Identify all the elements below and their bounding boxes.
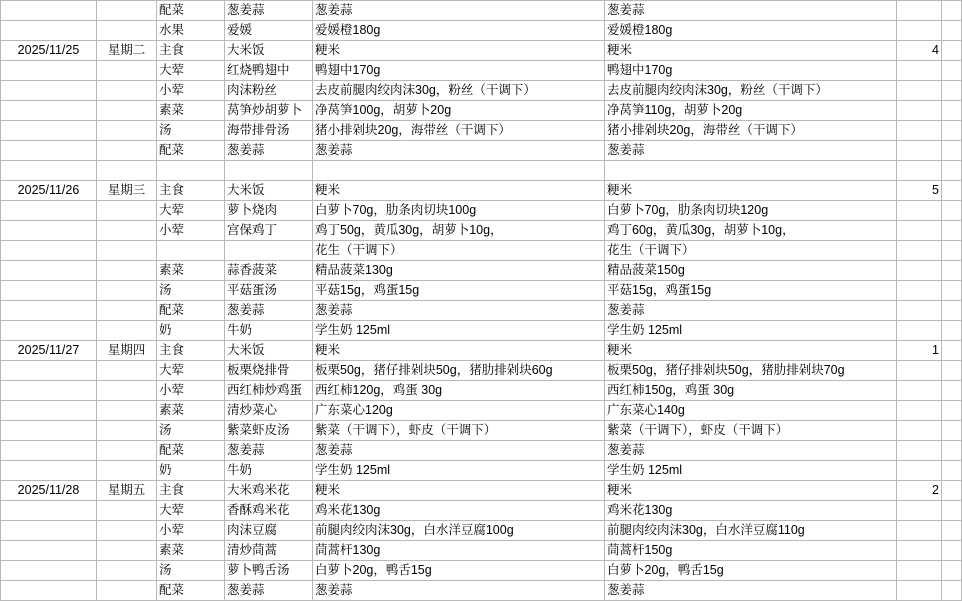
cell-tail[interactable] — [942, 81, 962, 101]
cell-weekday[interactable] — [97, 461, 157, 481]
cell-ingredients-b[interactable]: 西红柿150g，鸡蛋 30g — [605, 381, 897, 401]
table-row[interactable] — [1, 161, 962, 181]
cell-weekday[interactable] — [97, 101, 157, 121]
cell-weekday[interactable] — [97, 221, 157, 241]
cell-count[interactable] — [897, 101, 942, 121]
cell-ingredients-a[interactable]: 广东菜心120g — [313, 401, 605, 421]
cell-date[interactable] — [1, 521, 97, 541]
table-row[interactable] — [1, 361, 962, 381]
cell-ingredients-b[interactable]: 鸭翅中170g — [605, 61, 897, 81]
cell-tail[interactable] — [942, 321, 962, 341]
table-row[interactable] — [1, 281, 962, 301]
cell-ingredients-b[interactable]: 鸡米花130g — [605, 501, 897, 521]
table-row[interactable] — [1, 381, 962, 401]
table-row[interactable] — [1, 521, 962, 541]
cell-tail[interactable] — [942, 61, 962, 81]
cell-meal-type[interactable]: 配菜 — [157, 441, 225, 461]
cell-dish[interactable]: 香酥鸡米花 — [225, 501, 313, 521]
cell-meal-type[interactable]: 素菜 — [157, 541, 225, 561]
cell-ingredients-b[interactable]: 葱姜蒜 — [605, 441, 897, 461]
cell-meal-type[interactable]: 素菜 — [157, 101, 225, 121]
cell-date[interactable] — [1, 301, 97, 321]
cell-dish[interactable]: 蒜香菠菜 — [225, 261, 313, 281]
cell-weekday[interactable] — [97, 441, 157, 461]
cell-ingredients-b[interactable]: 葱姜蒜 — [605, 1, 897, 21]
cell-tail[interactable] — [942, 401, 962, 421]
table-row[interactable] — [1, 101, 962, 121]
table-row[interactable] — [1, 481, 962, 501]
cell-meal-type[interactable]: 素菜 — [157, 401, 225, 421]
cell-date[interactable] — [1, 121, 97, 141]
table-row[interactable] — [1, 441, 962, 461]
cell-ingredients-a[interactable]: 板栗50g，猪仔排剁块50g，猪肋排剁块60g — [313, 361, 605, 381]
cell-weekday[interactable] — [97, 381, 157, 401]
cell-dish[interactable]: 海带排骨汤 — [225, 121, 313, 141]
cell-ingredients-a[interactable]: 猪小排剁块20g，海带丝（干调下） — [313, 121, 605, 141]
cell-tail[interactable] — [942, 241, 962, 261]
cell-dish[interactable]: 萝卜烧肉 — [225, 201, 313, 221]
cell-dish[interactable]: 大米饭 — [225, 181, 313, 201]
cell-date[interactable] — [1, 401, 97, 421]
cell-date[interactable] — [1, 441, 97, 461]
table-row[interactable] — [1, 541, 962, 561]
cell-tail[interactable] — [942, 561, 962, 581]
cell-count[interactable] — [897, 381, 942, 401]
cell-weekday[interactable] — [97, 1, 157, 21]
cell-meal-type[interactable]: 小荤 — [157, 381, 225, 401]
cell-meal-type[interactable]: 奶 — [157, 461, 225, 481]
cell-tail[interactable] — [942, 441, 962, 461]
cell-tail[interactable] — [942, 281, 962, 301]
cell-meal-type[interactable]: 大荤 — [157, 361, 225, 381]
cell-weekday[interactable] — [97, 301, 157, 321]
cell-tail[interactable] — [942, 341, 962, 361]
cell-weekday[interactable]: 星期五 — [97, 481, 157, 501]
cell-ingredients-a[interactable]: 葱姜蒜 — [313, 141, 605, 161]
cell-ingredients-b[interactable]: 板栗50g，猪仔排剁块50g，猪肋排剁块70g — [605, 361, 897, 381]
cell-ingredients-a[interactable]: 鸡米花130g — [313, 501, 605, 521]
cell-ingredients-a[interactable]: 白萝卜70g，肋条肉切块100g — [313, 201, 605, 221]
cell-ingredients-b[interactable]: 学生奶 125ml — [605, 461, 897, 481]
cell-ingredients-b[interactable]: 精品菠菜150g — [605, 261, 897, 281]
cell-tail[interactable] — [942, 381, 962, 401]
cell-tail[interactable] — [942, 221, 962, 241]
cell-count[interactable] — [897, 81, 942, 101]
cell-tail[interactable] — [942, 121, 962, 141]
cell-ingredients-b[interactable]: 紫菜（干调下），虾皮（干调下） — [605, 421, 897, 441]
cell-ingredients-a[interactable]: 学生奶 125ml — [313, 321, 605, 341]
cell-tail[interactable] — [942, 421, 962, 441]
cell-count[interactable] — [897, 401, 942, 421]
cell-ingredients-b[interactable]: 花生（干调下） — [605, 241, 897, 261]
cell-dish[interactable]: 清炒茼蒿 — [225, 541, 313, 561]
table-row[interactable] — [1, 1, 962, 21]
cell-count[interactable] — [897, 461, 942, 481]
cell-ingredients-b[interactable]: 粳米 — [605, 341, 897, 361]
cell-meal-type[interactable]: 主食 — [157, 341, 225, 361]
cell-meal-type[interactable]: 大荤 — [157, 61, 225, 81]
cell-count[interactable] — [897, 441, 942, 461]
cell-tail[interactable] — [942, 201, 962, 221]
table-row[interactable] — [1, 181, 962, 201]
cell-count[interactable]: 1 — [897, 341, 942, 361]
cell-dish[interactable]: 牛奶 — [225, 461, 313, 481]
cell-ingredients-b[interactable]: 平菇15g，鸡蛋15g — [605, 281, 897, 301]
menu-table-body — [1, 1, 962, 601]
cell-ingredients-a[interactable]: 葱姜蒜 — [313, 301, 605, 321]
cell-meal-type[interactable]: 汤 — [157, 281, 225, 301]
cell-date[interactable] — [1, 581, 97, 601]
cell-ingredients-a[interactable]: 学生奶 125ml — [313, 461, 605, 481]
table-row[interactable] — [1, 121, 962, 141]
cell-ingredients-a[interactable]: 粳米 — [313, 181, 605, 201]
cell-ingredients-a[interactable]: 粳米 — [313, 41, 605, 61]
cell-dish[interactable]: 葱姜蒜 — [225, 141, 313, 161]
cell-ingredients-a[interactable]: 茼蒿杆130g — [313, 541, 605, 561]
cell-count[interactable] — [897, 161, 942, 181]
cell-count[interactable] — [897, 61, 942, 81]
cell-date[interactable] — [1, 381, 97, 401]
cell-meal-type[interactable]: 配菜 — [157, 141, 225, 161]
cell-dish[interactable]: 萝卜鸭舌汤 — [225, 561, 313, 581]
cell-date[interactable] — [1, 261, 97, 281]
cell-date[interactable] — [1, 101, 97, 121]
cell-ingredients-a[interactable]: 净莴笋100g，胡萝卜20g — [313, 101, 605, 121]
table-row[interactable] — [1, 141, 962, 161]
cell-dish[interactable]: 葱姜蒜 — [225, 301, 313, 321]
cell-dish[interactable]: 大米饭 — [225, 41, 313, 61]
table-row[interactable] — [1, 201, 962, 221]
cell-dish[interactable]: 牛奶 — [225, 321, 313, 341]
cell-count[interactable] — [897, 281, 942, 301]
table-row[interactable] — [1, 81, 962, 101]
cell-dish[interactable]: 葱姜蒜 — [225, 581, 313, 601]
table-row[interactable] — [1, 301, 962, 321]
cell-ingredients-a[interactable]: 鸡丁50g，黄瓜30g，胡萝卜10g， — [313, 221, 605, 241]
cell-weekday[interactable] — [97, 561, 157, 581]
cell-date[interactable]: 2025/11/26 — [1, 181, 97, 201]
cell-meal-type[interactable]: 配菜 — [157, 581, 225, 601]
cell-ingredients-b[interactable]: 猪小排剁块20g，海带丝（干调下） — [605, 121, 897, 141]
cell-weekday[interactable] — [97, 501, 157, 521]
cell-weekday[interactable]: 星期二 — [97, 41, 157, 61]
cell-ingredients-b[interactable]: 葱姜蒜 — [605, 141, 897, 161]
cell-date[interactable] — [1, 541, 97, 561]
table-row[interactable] — [1, 421, 962, 441]
cell-date[interactable] — [1, 241, 97, 261]
cell-ingredients-a[interactable]: 葱姜蒜 — [313, 441, 605, 461]
cell-count[interactable] — [897, 561, 942, 581]
cell-meal-type[interactable]: 素菜 — [157, 261, 225, 281]
cell-count[interactable] — [897, 301, 942, 321]
table-row[interactable] — [1, 61, 962, 81]
cell-dish[interactable]: 平菇蛋汤 — [225, 281, 313, 301]
cell-tail[interactable] — [942, 481, 962, 501]
table-row[interactable] — [1, 561, 962, 581]
cell-meal-type[interactable]: 小荤 — [157, 521, 225, 541]
cell-weekday[interactable] — [97, 281, 157, 301]
cell-date[interactable] — [1, 281, 97, 301]
cell-ingredients-b[interactable]: 前腿肉绞肉沫30g，白水洋豆腐110g — [605, 521, 897, 541]
cell-meal-type[interactable]: 小荤 — [157, 221, 225, 241]
cell-date[interactable]: 2025/11/28 — [1, 481, 97, 501]
cell-ingredients-b[interactable]: 鸡丁60g，黄瓜30g，胡萝卜10g， — [605, 221, 897, 241]
cell-ingredients-b[interactable] — [605, 161, 897, 181]
cell-tail[interactable] — [942, 181, 962, 201]
cell-ingredients-b[interactable]: 学生奶 125ml — [605, 321, 897, 341]
cell-weekday[interactable] — [97, 141, 157, 161]
cell-ingredients-b[interactable]: 茼蒿杆150g — [605, 541, 897, 561]
cell-weekday[interactable]: 星期三 — [97, 181, 157, 201]
cell-count[interactable] — [897, 141, 942, 161]
cell-count[interactable] — [897, 261, 942, 281]
cell-dish[interactable]: 宫保鸡丁 — [225, 221, 313, 241]
cell-meal-type[interactable] — [157, 161, 225, 181]
cell-meal-type[interactable] — [157, 241, 225, 261]
cell-ingredients-a[interactable] — [313, 161, 605, 181]
cell-weekday[interactable] — [97, 201, 157, 221]
cell-ingredients-b[interactable]: 爱媛橙180g — [605, 21, 897, 41]
cell-dish[interactable]: 肉沫豆腐 — [225, 521, 313, 541]
cell-count[interactable] — [897, 541, 942, 561]
cell-date[interactable] — [1, 1, 97, 21]
table-row[interactable] — [1, 401, 962, 421]
cell-dish[interactable]: 清炒菜心 — [225, 401, 313, 421]
cell-date[interactable] — [1, 61, 97, 81]
cell-ingredients-a[interactable]: 平菇15g，鸡蛋15g — [313, 281, 605, 301]
table-row[interactable] — [1, 221, 962, 241]
table-row[interactable] — [1, 581, 962, 601]
cell-dish[interactable]: 大米饭 — [225, 341, 313, 361]
cell-count[interactable]: 4 — [897, 41, 942, 61]
cell-ingredients-b[interactable]: 葱姜蒜 — [605, 581, 897, 601]
cell-dish[interactable]: 莴笋炒胡萝卜 — [225, 101, 313, 121]
cell-dish[interactable]: 爱媛 — [225, 21, 313, 41]
cell-ingredients-a[interactable]: 爱媛橙180g — [313, 21, 605, 41]
cell-weekday[interactable] — [97, 361, 157, 381]
cell-ingredients-a[interactable]: 去皮前腿肉绞肉沫30g，粉丝（干调下） — [313, 81, 605, 101]
cell-ingredients-b[interactable]: 粳米 — [605, 481, 897, 501]
cell-date[interactable] — [1, 21, 97, 41]
cell-ingredients-a[interactable]: 白萝卜20g，鸭舌15g — [313, 561, 605, 581]
cell-weekday[interactable] — [97, 81, 157, 101]
cell-meal-type[interactable]: 小荤 — [157, 81, 225, 101]
cell-ingredients-b[interactable]: 粳米 — [605, 181, 897, 201]
cell-dish[interactable]: 板栗烧排骨 — [225, 361, 313, 381]
table-row[interactable] — [1, 321, 962, 341]
cell-weekday[interactable] — [97, 321, 157, 341]
cell-meal-type[interactable]: 主食 — [157, 481, 225, 501]
cell-count[interactable] — [897, 21, 942, 41]
cell-weekday[interactable] — [97, 541, 157, 561]
cell-ingredients-a[interactable]: 葱姜蒜 — [313, 1, 605, 21]
cell-ingredients-b[interactable]: 白萝卜20g，鸭舌15g — [605, 561, 897, 581]
cell-meal-type[interactable]: 大荤 — [157, 501, 225, 521]
cell-ingredients-a[interactable]: 粳米 — [313, 341, 605, 361]
cell-ingredients-a[interactable]: 花生（干调下） — [313, 241, 605, 261]
cell-weekday[interactable] — [97, 121, 157, 141]
cell-weekday[interactable] — [97, 21, 157, 41]
table-row[interactable] — [1, 501, 962, 521]
cell-meal-type[interactable]: 主食 — [157, 181, 225, 201]
cell-tail[interactable] — [942, 501, 962, 521]
cell-tail[interactable] — [942, 101, 962, 121]
cell-ingredients-b[interactable]: 粳米 — [605, 41, 897, 61]
cell-ingredients-b[interactable]: 净莴笋110g，胡萝卜20g — [605, 101, 897, 121]
cell-weekday[interactable] — [97, 61, 157, 81]
cell-date[interactable] — [1, 81, 97, 101]
cell-meal-type[interactable]: 汤 — [157, 421, 225, 441]
cell-tail[interactable] — [942, 141, 962, 161]
cell-weekday[interactable] — [97, 261, 157, 281]
cell-date[interactable]: 2025/11/27 — [1, 341, 97, 361]
cell-weekday[interactable]: 星期四 — [97, 341, 157, 361]
cell-tail[interactable] — [942, 301, 962, 321]
cell-meal-type[interactable]: 主食 — [157, 41, 225, 61]
cell-dish[interactable]: 红烧鸭翅中 — [225, 61, 313, 81]
cell-dish[interactable]: 葱姜蒜 — [225, 1, 313, 21]
cell-count[interactable] — [897, 521, 942, 541]
cell-weekday[interactable] — [97, 581, 157, 601]
cell-meal-type[interactable]: 配菜 — [157, 301, 225, 321]
cell-tail[interactable] — [942, 261, 962, 281]
cell-tail[interactable] — [942, 521, 962, 541]
cell-meal-type[interactable]: 汤 — [157, 121, 225, 141]
cell-meal-type[interactable]: 汤 — [157, 561, 225, 581]
cell-count[interactable] — [897, 321, 942, 341]
cell-count[interactable] — [897, 121, 942, 141]
table-row[interactable] — [1, 241, 962, 261]
cell-count[interactable] — [897, 221, 942, 241]
cell-dish[interactable]: 大米鸡米花 — [225, 481, 313, 501]
cell-ingredients-a[interactable]: 粳米 — [313, 481, 605, 501]
cell-dish[interactable]: 西红柿炒鸡蛋 — [225, 381, 313, 401]
cell-date[interactable] — [1, 141, 97, 161]
cell-weekday[interactable] — [97, 241, 157, 261]
cell-tail[interactable] — [942, 461, 962, 481]
cell-date[interactable] — [1, 361, 97, 381]
cell-ingredients-b[interactable]: 白萝卜70g，肋条肉切块120g — [605, 201, 897, 221]
cell-ingredients-a[interactable]: 葱姜蒜 — [313, 581, 605, 601]
table-row[interactable] — [1, 261, 962, 281]
cell-tail[interactable] — [942, 21, 962, 41]
cell-date[interactable] — [1, 421, 97, 441]
table-row[interactable] — [1, 41, 962, 61]
cell-date[interactable] — [1, 161, 97, 181]
cell-weekday[interactable] — [97, 161, 157, 181]
cell-date[interactable]: 2025/11/25 — [1, 41, 97, 61]
cell-count[interactable]: 5 — [897, 181, 942, 201]
cell-tail[interactable] — [942, 361, 962, 381]
cell-date[interactable] — [1, 461, 97, 481]
table-row[interactable] — [1, 461, 962, 481]
cell-weekday[interactable] — [97, 401, 157, 421]
cell-tail[interactable] — [942, 581, 962, 601]
cell-date[interactable] — [1, 321, 97, 341]
cell-ingredients-a[interactable]: 西红柿120g，鸡蛋 30g — [313, 381, 605, 401]
cell-ingredients-a[interactable]: 精品菠菜130g — [313, 261, 605, 281]
cell-dish[interactable]: 葱姜蒜 — [225, 441, 313, 461]
cell-date[interactable] — [1, 561, 97, 581]
cell-date[interactable] — [1, 501, 97, 521]
cell-meal-type[interactable]: 大荤 — [157, 201, 225, 221]
cell-tail[interactable] — [942, 541, 962, 561]
cell-ingredients-a[interactable]: 鸭翅中170g — [313, 61, 605, 81]
cell-count[interactable] — [897, 1, 942, 21]
cell-weekday[interactable] — [97, 521, 157, 541]
cell-ingredients-a[interactable]: 紫菜（干调下），虾皮（干调下） — [313, 421, 605, 441]
cell-count[interactable] — [897, 581, 942, 601]
cell-count[interactable] — [897, 501, 942, 521]
cell-ingredients-b[interactable]: 广东菜心140g — [605, 401, 897, 421]
cell-ingredients-b[interactable]: 葱姜蒜 — [605, 301, 897, 321]
cell-meal-type[interactable]: 配菜 — [157, 1, 225, 21]
cell-count[interactable] — [897, 361, 942, 381]
cell-ingredients-b[interactable]: 去皮前腿肉绞肉沫30g，粉丝（干调下） — [605, 81, 897, 101]
cell-date[interactable] — [1, 201, 97, 221]
cell-dish[interactable]: 紫菜虾皮汤 — [225, 421, 313, 441]
cell-tail[interactable] — [942, 41, 962, 61]
table-row[interactable] — [1, 21, 962, 41]
cell-meal-type[interactable]: 奶 — [157, 321, 225, 341]
cell-dish[interactable] — [225, 161, 313, 181]
cell-meal-type[interactable]: 水果 — [157, 21, 225, 41]
cell-ingredients-a[interactable]: 前腿肉绞肉沫30g，白水洋豆腐100g — [313, 521, 605, 541]
cell-count[interactable] — [897, 241, 942, 261]
cell-count[interactable] — [897, 201, 942, 221]
cell-dish[interactable]: 肉沫粉丝 — [225, 81, 313, 101]
cell-weekday[interactable] — [97, 421, 157, 441]
cell-tail[interactable] — [942, 161, 962, 181]
cell-dish[interactable] — [225, 241, 313, 261]
cell-count[interactable] — [897, 421, 942, 441]
cell-tail[interactable] — [942, 1, 962, 21]
cell-date[interactable] — [1, 221, 97, 241]
table-row[interactable] — [1, 341, 962, 361]
cell-count[interactable]: 2 — [897, 481, 942, 501]
